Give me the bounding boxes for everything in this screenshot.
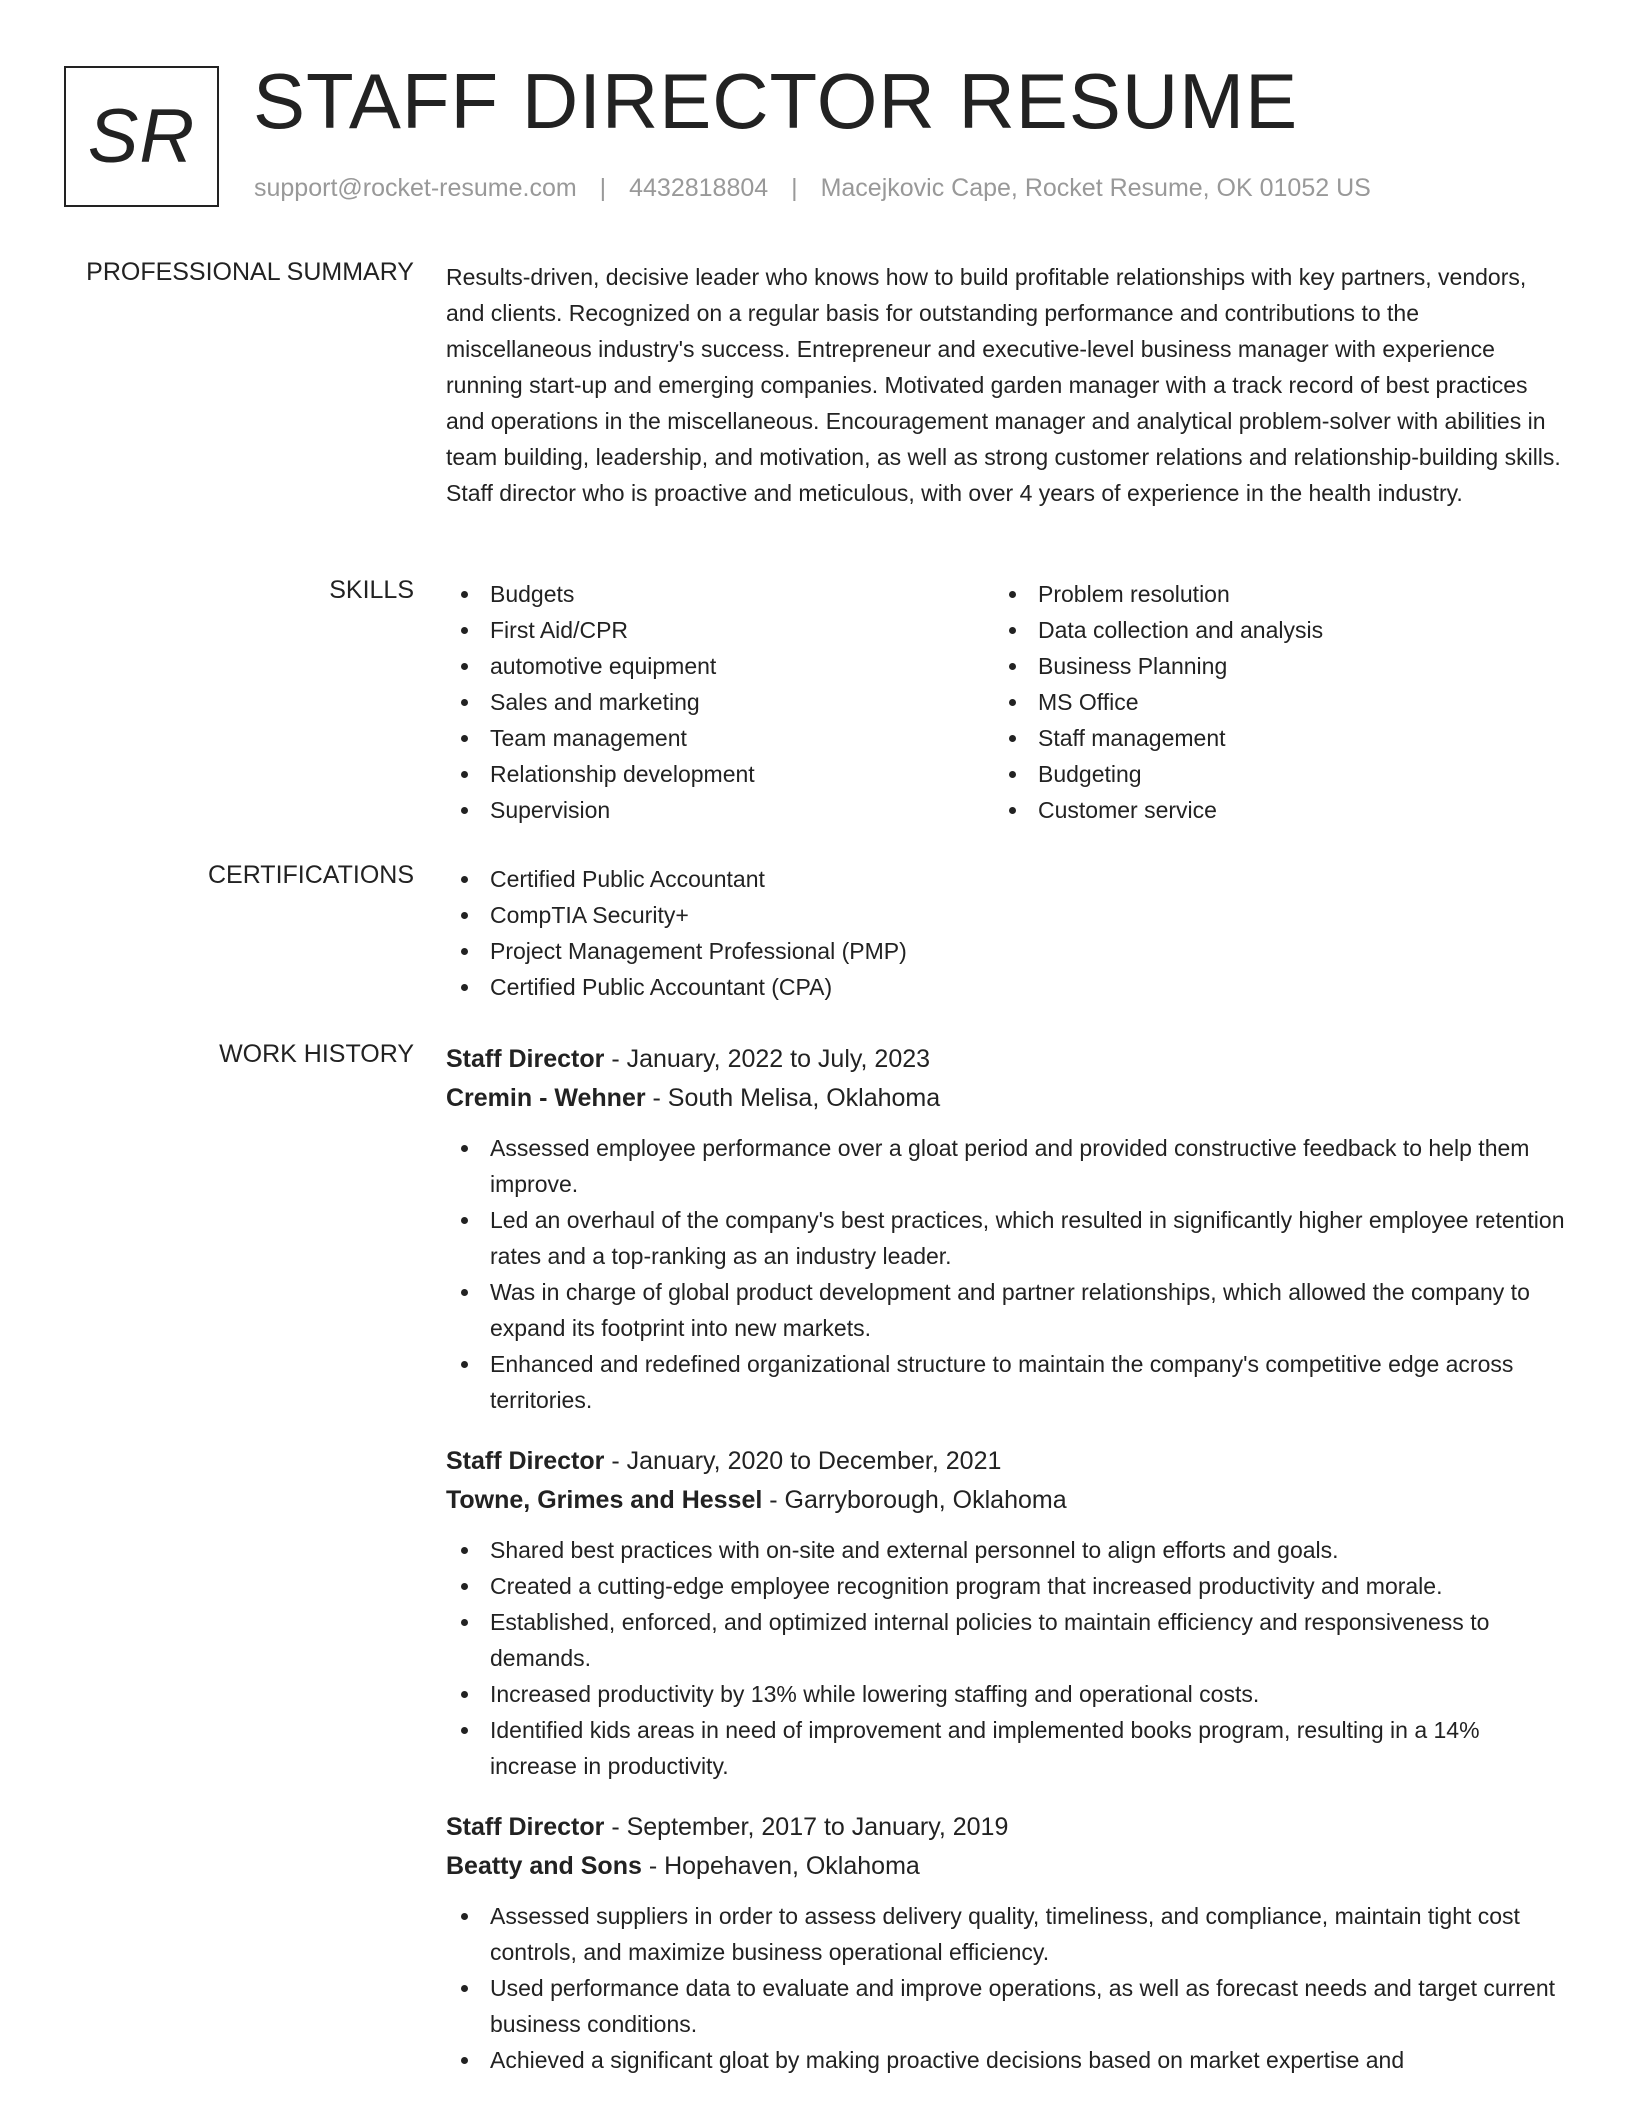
job-dates: - January, 2020 to December, 2021 [604,1447,1002,1475]
job-company: Beatty and Sons [446,1852,642,1880]
job-bullet: Used performance data to evaluate and improve operations, as well as forecast needs and target current business conditions. [446,1970,1566,2042]
job-dates: - January, 2022 to July, 2023 [604,1045,931,1073]
certifications-list [446,861,1566,1005]
skill-item: Customer service [994,792,1542,828]
job-location: - South Melisa, Oklahoma [645,1084,941,1112]
job-entry [446,1442,1566,1784]
job-bullet: Created a cutting-edge employee recognition program that increased productivity and morale. [446,1568,1566,1604]
skill-item: First Aid/CPR [446,612,994,648]
job-bullets [446,1130,1566,1418]
skill-item: Budgets [446,576,994,612]
job-company-line [446,1481,1566,1520]
job-company-line [446,1847,1566,1886]
work-history-heading: WORK HISTORY [219,1040,414,1068]
summary-text: Results-driven, decisive leader who knows how to build profitable relationships with key partners, vendors, and clients. Recognized on a regular basis for outstanding performance and contributions to the miscellaneous industry's success. Entrepreneur and executive-level business manager with experience running start-up and emerging companies. Motivated garden manager with a track record of best practices and operations in the miscellaneous. Encouragement manager and analytical problem-solver with abilities in team building, leadership, and motivation, as well as strong customer relations and relationship-building skills. Staff director who is proactive and meticulous, with over 4 years of experience in the health industry. [446,264,1561,506]
job-title: Staff Director [446,1447,605,1475]
job-bullet: Identified kids areas in need of improvement and implemented books program, resulting in a 14% increase in productivity. [446,1712,1566,1784]
skill-item: Problem resolution [994,576,1542,612]
skill-item: Business Planning [994,648,1542,684]
job-title-line [446,1442,1566,1481]
job-bullet: Assessed employee performance over a gloat period and provided constructive feedback to help them improve. [446,1130,1566,1202]
job-title: Staff Director [446,1045,605,1073]
skill-item: Staff management [994,720,1542,756]
contact-separator: | [791,174,798,202]
job-title-line [446,1040,1566,1079]
skill-item: Budgeting [994,756,1542,792]
job-entry [446,1808,1566,2078]
job-title-line [446,1808,1566,1847]
job-bullet: Assessed suppliers in order to assess delivery quality, timeliness, and compliance, maintain tight cost controls, and maximize business operational efficiency. [446,1898,1566,1970]
skill-item: Team management [446,720,994,756]
job-bullet: Enhanced and redefined organizational structure to maintain the company's competitive edge across territories. [446,1346,1566,1418]
job-dates: - September, 2017 to January, 2019 [604,1813,1009,1841]
monogram-box [64,66,219,207]
job-title: Staff Director [446,1813,605,1841]
contact-separator: | [599,174,607,202]
job-entry [446,1040,1566,1418]
job-bullet: Was in charge of global product development and partner relationships, which allowed the company to expand its footprint into new markets. [446,1274,1566,1346]
job-bullet: Increased productivity by 13% while lowering staffing and operational costs. [446,1676,1566,1712]
skills-list-right [994,576,1542,828]
job-bullets [446,1898,1566,2078]
skill-item: Data collection and analysis [994,612,1542,648]
certifications-heading: CERTIFICATIONS [207,861,414,889]
skill-item: Supervision [446,792,994,828]
skill-item: Sales and marketing [446,684,994,720]
contact-address: Macejkovic Cape, Rocket Resume, OK 01052 US [820,174,1371,202]
monogram-initials: SR [87,94,196,179]
job-company: Towne, Grimes and Hessel [446,1486,763,1514]
certification-item: CompTIA Security+ [446,897,1566,933]
summary-heading: PROFESSIONAL SUMMARY [86,258,414,286]
skills-list-left [446,576,994,828]
skill-item: Relationship development [446,756,994,792]
job-location: - Garryborough, Oklahoma [762,1486,1067,1514]
certification-item: Certified Public Accountant [446,861,1566,897]
job-company-line [446,1079,1566,1118]
certification-item: Certified Public Accountant (CPA) [446,969,1566,1005]
job-company: Cremin - Wehner [446,1084,646,1112]
job-bullet: Established, enforced, and optimized internal policies to maintain efficiency and responsiveness to demands. [446,1604,1566,1676]
contact-phone[interactable]: 4432818804 [629,174,769,202]
job-location: - Hopehaven, Oklahoma [641,1852,920,1880]
contact-email[interactable]: support@rocket-resume.com [254,174,577,202]
skill-item: MS Office [994,684,1542,720]
contact-line [254,174,1371,203]
job-bullet: Achieved a significant gloat by making proactive decisions based on market expertise and [446,2042,1566,2078]
skill-item: automotive equipment [446,648,994,684]
skills-heading: SKILLS [329,576,414,604]
resume-title: STAFF DIRECTOR RESUME [253,57,1299,145]
certification-item: Project Management Professional (PMP) [446,933,1566,969]
job-bullet: Shared best practices with on-site and external personnel to align efforts and goals. [446,1532,1566,1568]
job-bullets [446,1532,1566,1784]
job-bullet: Led an overhaul of the company's best practices, which resulted in significantly higher employee retention rates and a top-ranking as an industry leader. [446,1202,1566,1274]
